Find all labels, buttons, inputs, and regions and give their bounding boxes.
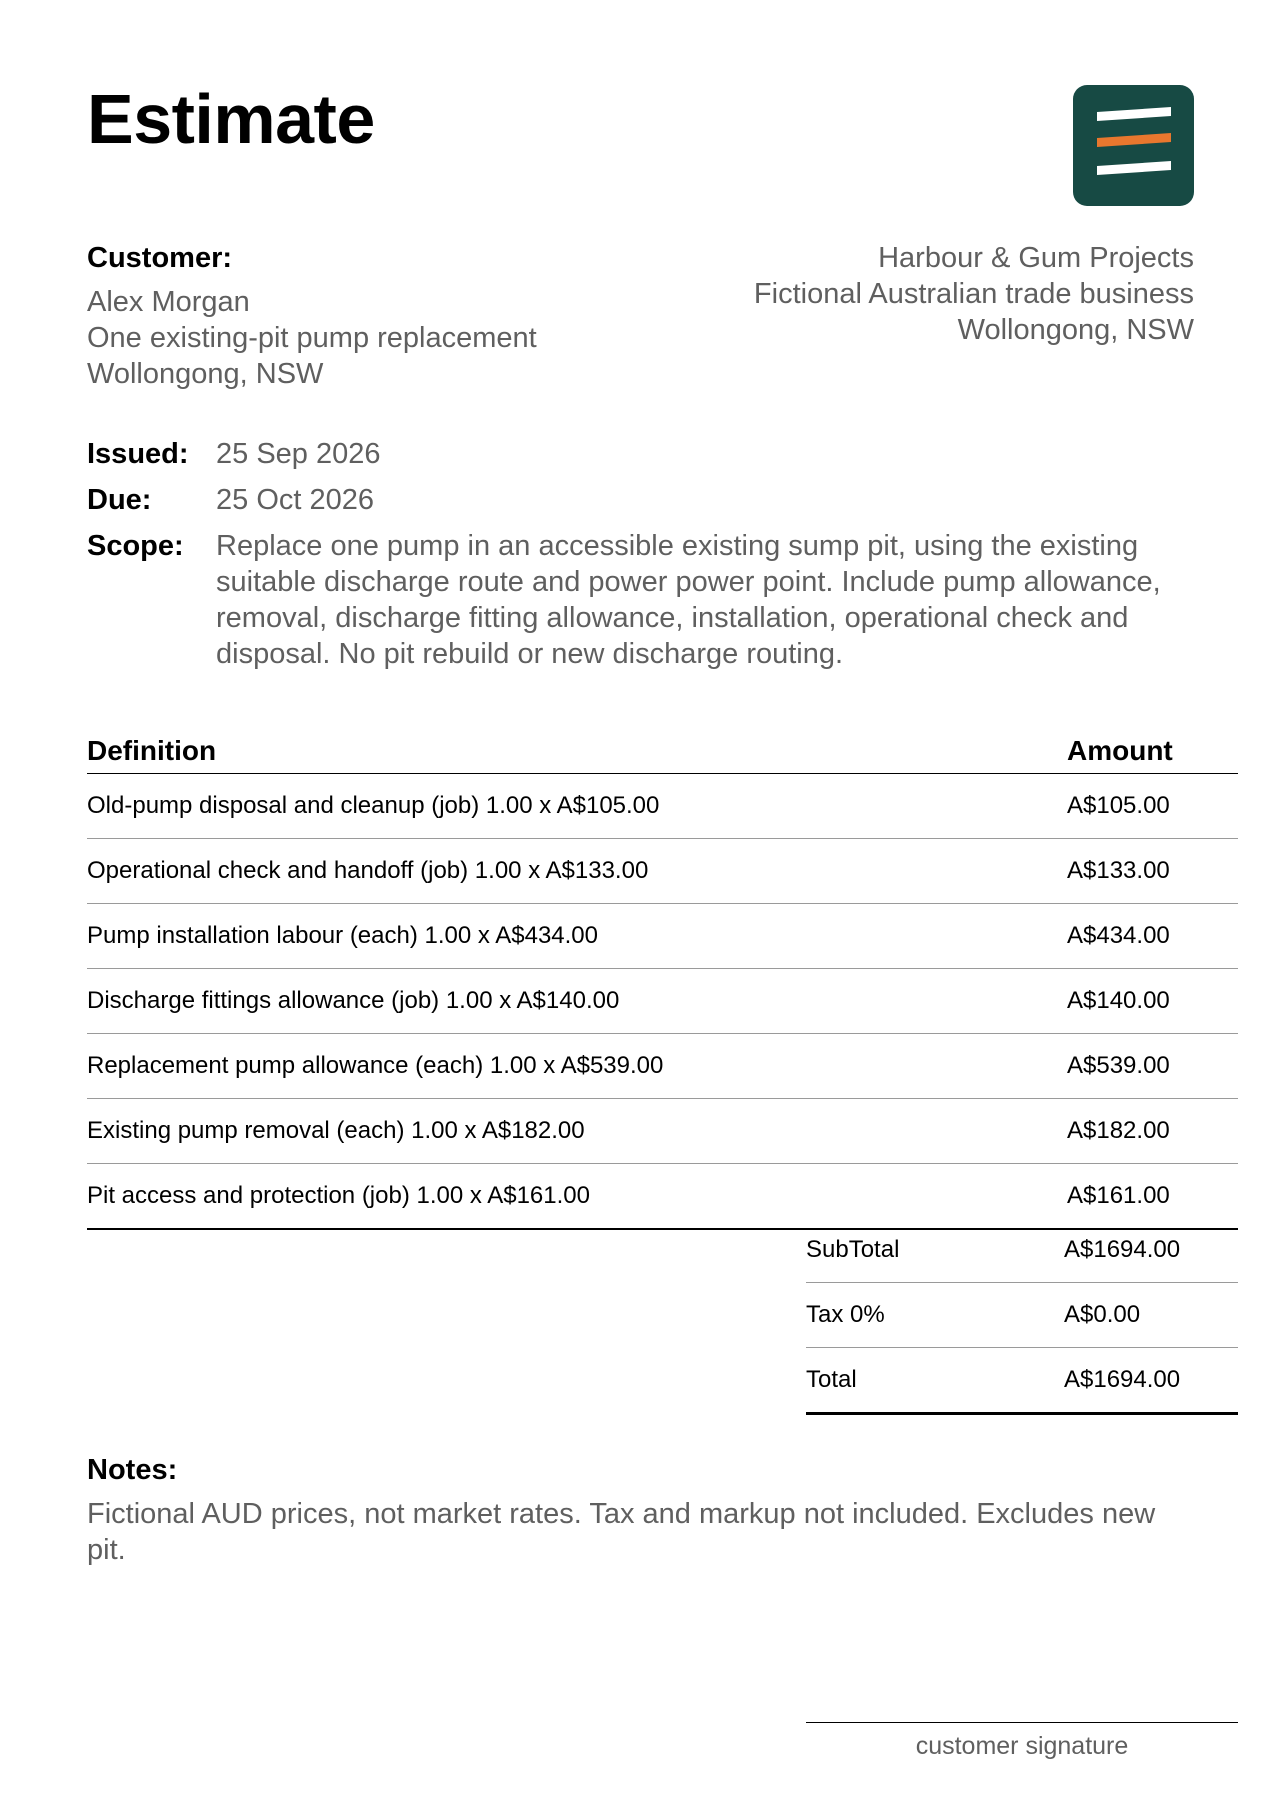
amount-header: Amount bbox=[1067, 735, 1173, 766]
issued-label: Issued: bbox=[87, 438, 189, 470]
notes-text: Fictional AUD prices, not market rates. Tax and markup not included. Excludes new pit. bbox=[87, 1498, 1156, 1566]
row-amount: A$182.00 bbox=[1067, 1117, 1170, 1144]
row-definition: Pit access and protection (job) 1.00 x A$161.00 bbox=[87, 1182, 590, 1209]
due-date: 25 Oct 2026 bbox=[216, 484, 374, 516]
issued-row bbox=[87, 436, 1238, 472]
signature-line bbox=[806, 1722, 1238, 1723]
row-amount: A$539.00 bbox=[1067, 1052, 1170, 1079]
business-block bbox=[634, 240, 1194, 348]
customer-job: One existing-pit pump replacement bbox=[87, 322, 537, 354]
tax-value: A$0.00 bbox=[1064, 1301, 1141, 1328]
scope-text: Replace one pump in an accessible existing sump pit, using the existing suitable discharge route and power power point. Include pump allowance, removal, discharge fitting allowance, installation, operational check and disposal. No pit rebuild or new discharge routing. bbox=[216, 530, 1161, 670]
row-amount: A$140.00 bbox=[1067, 987, 1170, 1014]
customer-label: Customer: bbox=[87, 242, 233, 274]
table-header bbox=[87, 725, 1238, 774]
signature-label: customer signature bbox=[915, 1732, 1129, 1760]
tax-row bbox=[806, 1283, 1238, 1348]
business-logo-icon bbox=[1073, 85, 1194, 206]
notes-block bbox=[87, 1452, 1197, 1568]
row-definition: Operational check and handoff (job) 1.00 x A$133.00 bbox=[87, 857, 649, 884]
definition-header: Definition bbox=[87, 735, 217, 766]
customer-block bbox=[87, 240, 707, 392]
scope-label: Scope: bbox=[87, 530, 184, 562]
row-amount: A$105.00 bbox=[1067, 792, 1170, 819]
row-definition: Replacement pump allowance (each) 1.00 x A$539.00 bbox=[87, 1052, 664, 1079]
estimate-page bbox=[87, 0, 1238, 1800]
customer-location: Wollongong, NSW bbox=[87, 358, 324, 390]
row-definition: Pump installation labour (each) 1.00 x A$434.00 bbox=[87, 922, 598, 949]
table-row bbox=[87, 1099, 1238, 1164]
issued-date: 25 Sep 2026 bbox=[216, 438, 381, 470]
due-label: Due: bbox=[87, 484, 152, 516]
line-items-table bbox=[87, 725, 1238, 1230]
table-row bbox=[87, 774, 1238, 839]
row-definition: Old-pump disposal and cleanup (job) 1.00 x A$105.00 bbox=[87, 792, 660, 819]
total-value: A$1694.00 bbox=[1064, 1366, 1181, 1393]
row-amount: A$434.00 bbox=[1067, 922, 1170, 949]
business-name: Harbour & Gum Projects bbox=[878, 242, 1194, 274]
subtotal-row bbox=[806, 1218, 1238, 1283]
business-location: Wollongong, NSW bbox=[957, 314, 1194, 346]
table-row bbox=[87, 969, 1238, 1034]
customer-name: Alex Morgan bbox=[87, 286, 250, 318]
table-row bbox=[87, 839, 1238, 904]
due-row bbox=[87, 482, 1238, 518]
page-title: Estimate bbox=[87, 80, 375, 158]
tax-label: Tax 0% bbox=[806, 1301, 885, 1328]
subtotal-label: SubTotal bbox=[806, 1236, 900, 1263]
business-description: Fictional Australian trade business bbox=[753, 278, 1194, 310]
notes-label: Notes: bbox=[87, 1454, 178, 1486]
row-amount: A$161.00 bbox=[1067, 1182, 1170, 1209]
row-definition: Discharge fittings allowance (job) 1.00 x A$140.00 bbox=[87, 987, 620, 1014]
table-row bbox=[87, 1034, 1238, 1099]
total-row bbox=[806, 1348, 1238, 1415]
total-label: Total bbox=[806, 1366, 857, 1393]
row-amount: A$133.00 bbox=[1067, 857, 1170, 884]
row-definition: Existing pump removal (each) 1.00 x A$182.00 bbox=[87, 1117, 585, 1144]
scope-row bbox=[87, 528, 1238, 672]
table-row bbox=[87, 904, 1238, 969]
totals-block bbox=[806, 1218, 1238, 1415]
subtotal-value: A$1694.00 bbox=[1064, 1236, 1181, 1263]
estimate-meta bbox=[87, 436, 1238, 682]
